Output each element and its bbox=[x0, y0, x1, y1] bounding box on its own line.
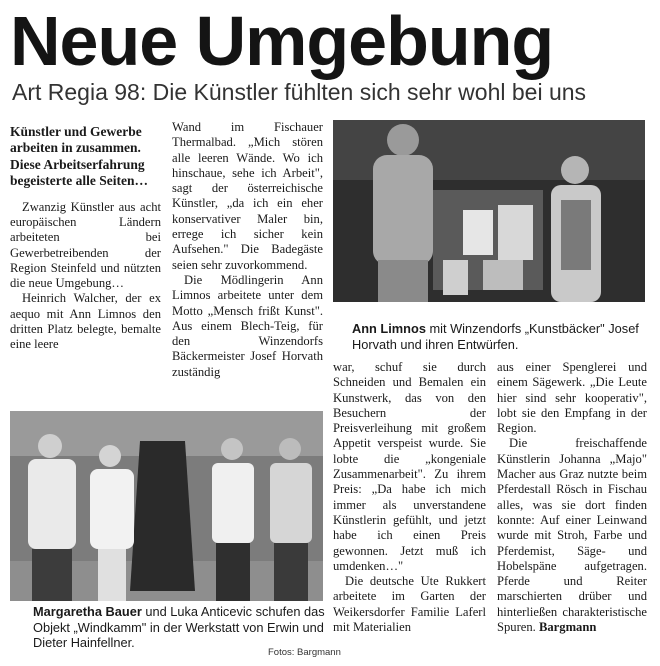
paragraph: aus einer Spenglerei und einem Sägewerk. „Die Leute hier sind sehr kooperativ", lobt sie den Empfang in der Region. bbox=[497, 360, 647, 436]
paragraph bbox=[497, 436, 647, 635]
photo-caption-top bbox=[352, 321, 652, 352]
paragraph: Wand im Fischauer Thermalbad. „Mich stören alle leeren Wände. Wo ich hinschaue, sehe ich Arbeit", sagt der österreichische Künstler, „da ich ein eher konservativer Maler bin, errege ich sicher kein Aufsehen." Die Badegäste seien sehr zuvorkommend. bbox=[172, 120, 323, 272]
article-column-3 bbox=[333, 360, 486, 635]
paragraph: Die deutsche Ute Rukkert arbeitete im Garten der Weikersdorfer Familie Laferl mit Materialien bbox=[333, 574, 486, 635]
author-byline: Bargmann bbox=[538, 620, 597, 635]
photo-image bbox=[10, 411, 323, 601]
lead-paragraph: Künstler und Gewerbe arbeiten in zusammen. Diese Arbeitserfahrung begeisterte alle Seiten… bbox=[10, 124, 148, 189]
paragraph: Die Mödlingerin Ann Limnos arbeitete unter dem Motto „Mensch frißt Kunst". Aus einem Blech-Teig, für den Winzendorfs Bäckermeister Josef Horvath zuständig bbox=[172, 272, 323, 379]
caption-name: Margaretha Bauer bbox=[33, 604, 142, 619]
photo-windkamm bbox=[10, 411, 323, 601]
paragraph-text: Die freischaffende Künstlerin Johanna „Majo" Macher aus Graz nutzte beim Pferdestall Rösch in Fischau alles, was sie dort finden konnte: Auf einer Leinwand wurde mit Stroh, Farbe und Pferdemist, Säge- und Hobelspäne aufgetragen. Pferde und Reiter marschierten drüber und hinterließen charakteristische Spuren. bbox=[497, 436, 647, 635]
photo-ann-limnos bbox=[333, 120, 645, 302]
caption-text: mit Winzendorfs „Kunstbäcker" Josef Horvath und ihren Entwürfen. bbox=[352, 321, 639, 352]
photo-caption-bottom bbox=[33, 604, 325, 651]
subheadline: Art Regia 98: Die Künstler fühlten sich sehr wohl bei uns bbox=[12, 79, 587, 105]
paragraph: Zwanzig Künstler aus acht europäischen Ländern arbeiteten bei Gewerbetreibenden der Region Steinfeld und nützten die neue Umgebung… bbox=[10, 199, 161, 291]
caption-name: Ann Limnos bbox=[352, 321, 426, 336]
photo-credit: Fotos: Bargmann bbox=[268, 647, 341, 658]
article-column-4 bbox=[497, 360, 647, 635]
paragraph: Heinrich Walcher, der ex aequo mit Ann Limnos den dritten Platz belegte, bemalte eine leere bbox=[10, 291, 161, 352]
article-column-2 bbox=[172, 120, 323, 380]
caption-text: und Luka Anticevic schufen das Objekt „Windkamm" in der Werkstatt von Erwin und Dieter Hainfellner. bbox=[33, 604, 325, 651]
paragraph: war, schuf sie durch Schneiden und Bemalen ein Kunstwerk, das von den Besuchern der Preisverleihung mit großem Appetit verspeist wurde. Sie lobte die „kongeniale Zusammenarbeit". Zu ihrem Preis: „Da habe ich mich immer als unverstandene Künstlerin gefühlt, und jetzt habe ich einen Preis gewonnen. Jetzt muß ich umdenken…" bbox=[333, 360, 486, 573]
photo-image bbox=[333, 120, 645, 302]
headline: Neue Umgebung bbox=[10, 2, 554, 80]
article-column-1 bbox=[10, 124, 161, 353]
